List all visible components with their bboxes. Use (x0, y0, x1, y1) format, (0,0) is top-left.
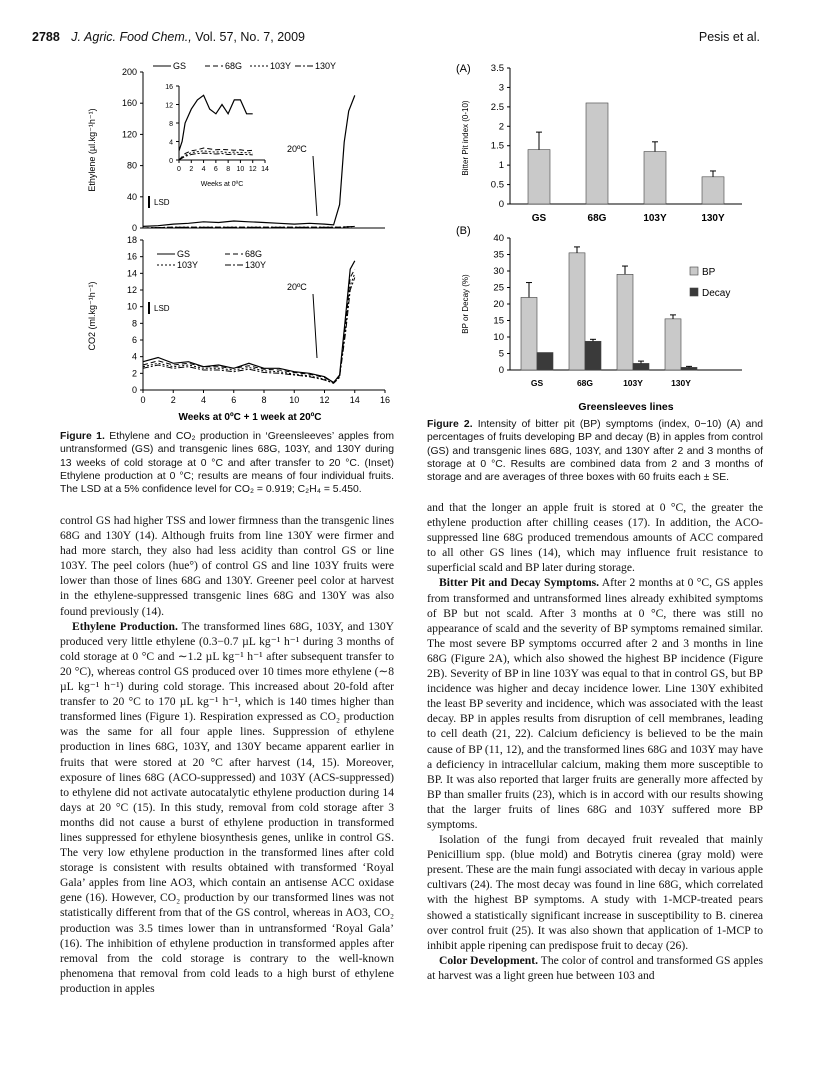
temperature-annotation: 20ºC (287, 282, 307, 292)
figure-2-caption (427, 418, 763, 484)
y-tick-label: 30 (493, 266, 504, 277)
journal-name: J. Agric. Food Chem., (71, 30, 192, 44)
y-tick-label: 0 (498, 365, 504, 376)
annotation-arrow (313, 156, 317, 216)
paragraph (427, 953, 763, 983)
figure-1-caption-text: Ethylene and CO₂ production in ‘Greensleeves’ apples from untransformed (GS) and transgenic lines 68G, 103Y, and 130Y during 13 weeks of cold storage at 0 °C and after transfer to 20 °C. (Inset) Ethylene production at 0 °C; results are means of four individual fruits. The LSD at a 5% confidence level for CO₂ = 0.919; C₂H₄ = 5.450. (60, 431, 394, 496)
bar-BP-68G (569, 253, 585, 370)
x-tick-label: 68G (576, 378, 594, 388)
y-tick-label: 18 (126, 235, 137, 245)
bar-Decay-130Y (681, 367, 697, 370)
y-tick-label: 12 (165, 102, 173, 110)
x-tick-label: 2 (189, 166, 194, 173)
figure-2-label: Figure 2. (427, 419, 473, 430)
y-tick-label: 8 (169, 121, 173, 128)
y-tick-label: 6 (131, 335, 137, 345)
bar-Decay-68G (585, 341, 601, 370)
x-tick-label: 10 (289, 395, 300, 405)
x-tick-label: GS (530, 378, 544, 388)
x-tick-label: GS (531, 213, 547, 224)
legend-label: 68G (245, 249, 263, 259)
volume-info: Vol. 57, No. 7, 2009 (195, 30, 306, 44)
legend-label: 103Y (177, 260, 199, 270)
x-tick-label: 14 (261, 166, 269, 173)
series-line-103Y (143, 273, 355, 383)
y-tick-label: 4 (131, 351, 137, 362)
bp-decay-panel (456, 225, 742, 413)
x-tick-label: 14 (349, 395, 360, 405)
legend-label: 130Y (315, 61, 337, 71)
y-tick-label: 25 (493, 282, 504, 294)
paragraph-text: The color of control and transformed GS apples at harvest was a light green hue between 103 and (427, 953, 763, 982)
section-heading-bitter-pit: Bitter Pit and Decay Symptoms. (439, 576, 600, 590)
section-heading-ethylene: Ethylene Production. (72, 619, 178, 633)
series-line-130Y (143, 278, 355, 384)
legend-label: 68G (225, 61, 243, 71)
bar-103Y (644, 152, 666, 204)
y-tick-label: 120 (121, 129, 137, 140)
y-tick-label: 15 (493, 315, 504, 327)
annotation-arrow (313, 294, 317, 358)
paragraph: Isolation of the fungi from decayed fruit revealed that mainly Penicillium spp. (blue mold) and Botrytis cinerea (gray mold) were present. These are the main fungi associated with decay in various apple cultivars (24). The most decay was found in line 68G, which correlated with the highest BP symptoms. A study with 1-MCP-treated pears showed a statistically significant increase in susceptibility to B. cinerea over control fruit (25). It was also shown that application of 1-MCP to inhibit apple ripening can predispose fruit to decay (26). (427, 833, 763, 952)
x-tick-label: 8 (261, 395, 267, 405)
x-tick-label: 6 (231, 395, 237, 405)
series-line-103Y (179, 151, 253, 160)
lsd-label: LSD (154, 198, 170, 207)
x-tick-label: 68G (587, 213, 607, 224)
figure-1-caption (60, 430, 394, 496)
figure-2 (452, 58, 752, 418)
legend-label: BP (702, 267, 716, 278)
ethylene-panel (87, 61, 385, 233)
y-tick-label: 2 (131, 368, 137, 379)
running-header-left (32, 30, 305, 44)
y-tick-label: 0.5 (490, 179, 504, 191)
x-tick-label: 0 (140, 395, 146, 405)
series-line-GS (179, 95, 253, 151)
y-tick-label: 2.5 (490, 101, 504, 113)
bar-Decay-GS (537, 353, 553, 370)
y-tick-label: 10 (126, 301, 137, 312)
legend-label: Decay (702, 288, 731, 299)
y-tick-label: 2 (498, 121, 504, 133)
bar-GS (528, 150, 550, 204)
y-tick-label: 160 (121, 98, 137, 109)
x-tick-label: 103Y (643, 213, 667, 224)
co2-panel (87, 235, 390, 423)
legend-swatch (690, 288, 698, 296)
temperature-annotation: 20ºC (287, 144, 307, 154)
y-tick-label: 16 (165, 84, 173, 91)
inset-x-axis-label: Weeks at 0ºC (200, 181, 244, 188)
x-tick-label: 12 (319, 395, 330, 405)
y-tick-label: 1 (498, 160, 504, 172)
figure-1 (75, 58, 405, 423)
x-tick-label: 12 (248, 166, 257, 173)
legend-swatch (690, 267, 698, 275)
y-tick-label: 0 (131, 223, 137, 233)
y-tick-label: 3.5 (490, 63, 504, 74)
y-axis-label: BP or Decay (%) (461, 274, 470, 334)
y-tick-label: 0 (498, 199, 504, 210)
bar-68G (586, 103, 608, 204)
x-tick-label: 2 (170, 395, 176, 405)
x-tick-label: 4 (201, 166, 206, 173)
y-tick-label: 40 (493, 233, 504, 244)
x-tick-label: 10 (236, 166, 245, 173)
bar-Decay-103Y (633, 363, 649, 370)
x-tick-label: 16 (379, 395, 391, 405)
x-axis-label: Weeks at 0ºC + 1 week at 20ºC (178, 412, 322, 423)
x-tick-label: 8 (226, 166, 231, 173)
legend-label: GS (173, 61, 187, 71)
y-tick-label: 5 (498, 348, 504, 360)
y-tick-label: 8 (131, 318, 137, 329)
section-heading-color: Color Development. (439, 953, 539, 967)
series-line-GS (143, 261, 355, 383)
bar-BP-103Y (617, 274, 633, 370)
running-header-authors: Pesis et al. (698, 30, 760, 44)
paragraph: control GS had higher TSS and lower firmness than the transgenic lines 68G and 130Y (14). Although fruits from line 130Y were firmer and had more starch, they also had less acidity than control GS or line 103Y. The peel colors (hue°) of control GS and line 103Y fruits were lower than those of lines 68G and 130Y. Greener peel color at harvest in the ethylene-suppressed transgenic lines 68G and 130Y was also found previously (14). (60, 514, 394, 618)
y-tick-label: 3 (498, 82, 504, 94)
y-tick-label: 20 (493, 299, 504, 310)
paragraph (60, 619, 394, 996)
y-axis-label: Ethylene (µl.kg⁻¹h⁻¹) (87, 108, 97, 192)
y-tick-label: 10 (493, 332, 504, 343)
legend-label: GS (177, 249, 191, 259)
series-line-130Y (179, 153, 253, 160)
bar-BP-130Y (665, 319, 681, 370)
y-tick-label: 80 (126, 160, 137, 171)
y-tick-label: 1.5 (490, 140, 504, 152)
panel-label-a: (A) (456, 63, 471, 75)
paragraph (427, 575, 763, 832)
panel-label-b: (B) (456, 225, 471, 237)
x-tick-label: 0 (177, 166, 181, 173)
right-text-column (427, 500, 763, 983)
x-tick-label: 103Y (623, 378, 643, 388)
bar-130Y (702, 177, 724, 204)
y-tick-label: 16 (126, 251, 137, 262)
y-tick-label: 40 (126, 191, 137, 202)
legend-label: 103Y (270, 61, 292, 71)
left-text-column (60, 513, 394, 996)
figure-1-label: Figure 1. (60, 431, 105, 442)
bar-BP-GS (521, 297, 537, 370)
y-tick-label: 4 (169, 139, 173, 147)
y-tick-label: 35 (493, 249, 504, 261)
lsd-label: LSD (154, 304, 170, 313)
page-number: 2788 (32, 30, 60, 44)
paragraph: and that the longer an apple fruit is stored at 0 °C, the greater the ethylene production after chilling ceases (17). In addition, the ACO-suppressed line 68G produced tremendous amounts of ACC compared to all other GS lines (14), which may influence fruit resistance to superficial scald and BP later during storage. (427, 501, 763, 575)
y-axis-label: Bitter Pit index (0-10) (461, 100, 470, 176)
paragraph-text: The transformed lines 68G, 103Y, and 130Y produced very little ethylene (0.3−0.7 µL kg⁻¹ h⁻¹ during 3 months of cold storage at 0 °C and ∼1.2 µL kg⁻¹ h⁻¹ after subsequent transfer to 20 °C), whereas control GS produced over 10 times more ethylene (∼8 µL kg⁻¹ h⁻¹) during cold storage. This increased about 20-fold after transfer to 20 °C to 170 µL kg⁻¹ h⁻¹, which is 140 times higher than transformed lines (Figure 1). Respiration expressed as CO₂ production was the same for all four apple lines. Suppression of ethylene production in lines 68G, 103Y, and 130Y became apparent earlier in fruits that were stored at 20 °C after harvest (14, 15). Moreover, exposure of lines 68G (ACO-suppressed) and 103Y (ACS-suppressed) to ethylene did not activate autocatalytic ethylene production during 14 days at 20 °C (15). In this study, removal from cold storage after 3 months did not cause a burst of ethylene production in transformed lines suppressed for ethylene biosynthesis genes, unlike in control GS. The very low ethylene production in the transformed lines after cold storage is consistent with results obtained with transformed ‘Royal Gala’ apples from line AO3, which contain an antisense ACC oxidase gene (16). However, CO₂ production by our transformed lines was not statistically different from that of the GS control, whereas in AO3, CO₂ production was 3.5 times lower than in untransformed ‘Royal Gala’ (16). The inhibition of ethylene production in transformed apples after removal from the cold storage is contrary to the well-known phenomena that removal from cold leads to a high burst of ethylene production in apples (60, 619, 394, 995)
x-tick-label: 6 (213, 166, 218, 173)
series-line-68G (143, 269, 355, 382)
x-axis-label: Greensleeves lines (578, 401, 674, 413)
figure-2-caption-text: Intensity of bitter pit (BP) symptoms (index, 0−10) (A) and percentages of fruits developing BP and decay (B) in apples from control (GS) and transgenic lines 68G, 103Y, and 130Y after 2 and 3 months of storage at 0 °C. Results are combined data from 2 and 3 months of storage and are averages of three boxes with 60 fruits each ± SE. (427, 419, 763, 484)
y-axis-label: CO2 (ml.kg⁻¹h⁻¹) (87, 281, 97, 351)
series-line-GS (143, 95, 355, 226)
x-tick-label: 130Y (701, 213, 725, 224)
y-tick-label: 200 (121, 67, 137, 77)
x-tick-label: 4 (200, 395, 207, 405)
x-tick-label: 130Y (671, 378, 691, 388)
y-tick-label: 0 (131, 385, 137, 395)
paragraph-text: After 2 months at 0 °C, GS apples from transformed and untransformed lines already exhibited symptoms of BP but not scald. After 3 months at 0 °C, there was still no appearance of scald and the severity of BP symptoms remained similar. The most severe BP symptoms occurred after 2 and 3 months in line 68G (Figure 2A), which also showed the highest BP incidence (Figure 2B). Severity of BP in line 103Y was equal to that in control GS, but BP incidence was higher and decay incidence lower. Line 130Y exhibited the least BP severity and incidence, which was associated with the least decay. BP in apples results from disruption of cell membranes, leading to cell death (21, 22). Calcium deficiency is believed to be the main cause of BP (11, 12), and the transformed lines 68G and 103Y may have a deficiency in intracellular calcium, making them more susceptible to BP. It was also reported that larger fruits are generally more affected by BP than smaller fruits (23), which is in accord with our results showing that the larger fruits of lines 68G and 103Y suffered more BP symptoms. (427, 576, 764, 831)
y-tick-label: 0 (169, 158, 173, 165)
legend-label: 130Y (245, 260, 267, 270)
y-tick-label: 14 (126, 268, 137, 279)
y-tick-label: 12 (126, 285, 137, 295)
ethylene-inset (165, 84, 269, 188)
bitter-pit-index-panel (456, 63, 742, 224)
